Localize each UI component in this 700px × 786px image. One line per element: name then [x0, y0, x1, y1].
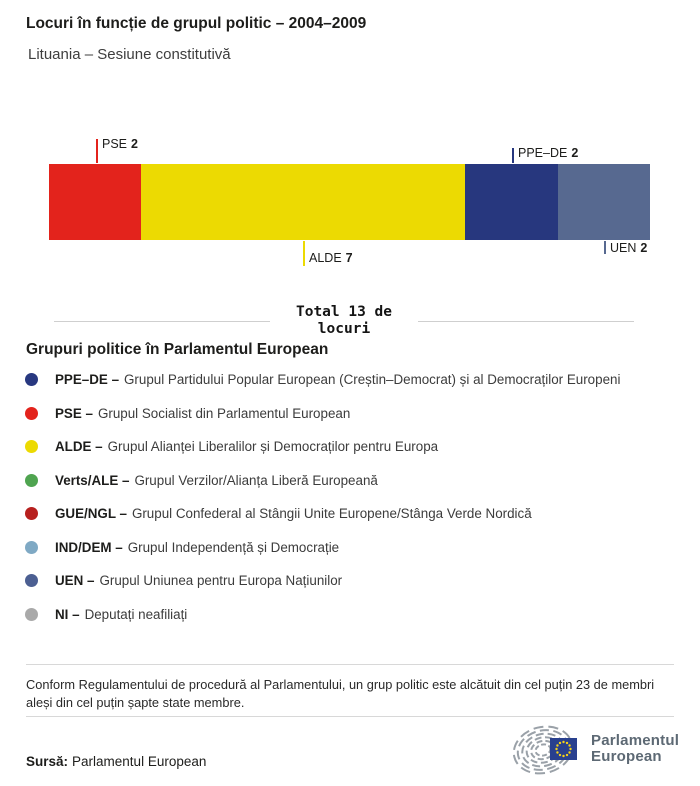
- footnote-divider-bottom: [26, 716, 674, 717]
- legend-dot-alde: [25, 440, 38, 453]
- european-parliament-logo: [513, 723, 679, 775]
- eu-flag-icon: [550, 738, 577, 760]
- tick-text-ppe-de: [518, 146, 578, 160]
- legend-group-abbr: ALDE –: [55, 439, 103, 455]
- legend-dot-ni: [25, 608, 38, 621]
- page-title: Locuri în funcție de grupul politic – 2004–2009: [26, 15, 367, 32]
- tick-group-name: ALDE: [309, 251, 342, 265]
- legend-item-uen: [25, 564, 690, 598]
- footnote-text: Conform Regulamentului de procedură al Parlamentului, un grup politic este alcătuit din cel puțin 23 de membri aleși din cel puțin șapte state membre.: [26, 677, 655, 710]
- bar-segment-PPE–DE[interactable]: [465, 164, 557, 240]
- divider-line-right: [418, 321, 634, 322]
- divider-line-left: [54, 321, 270, 322]
- legend-heading: Grupuri politice în Parlamentul European: [26, 341, 329, 358]
- legend-dot-gue-ngl: [25, 507, 38, 520]
- legend-group-abbr: NI –: [55, 606, 80, 622]
- total-seats-label: Total 13 de locuri: [295, 304, 393, 337]
- legend-group-desc: Grupul Uniunea pentru Europa Națiunilor: [99, 573, 343, 589]
- tick-text-pse: [102, 137, 138, 151]
- footnote-divider-top: [26, 664, 674, 665]
- logo-wordmark: [591, 733, 679, 766]
- tick-text-uen: [610, 241, 647, 255]
- hemicycle-icon: [513, 723, 585, 775]
- tick-text-alde: [309, 251, 353, 265]
- legend-group-desc: Grupul Socialist din Parlamentul European: [97, 405, 351, 421]
- bar-segment-UEN[interactable]: [558, 164, 650, 240]
- legend-group-desc: Grupul Independență și Democrație: [127, 539, 340, 555]
- legend-item-alde: [25, 430, 690, 464]
- legend-group-abbr: PSE –: [55, 405, 93, 421]
- stacked-bar: [49, 164, 650, 240]
- source-line: [26, 754, 206, 769]
- legend-dot-ind-dem: [25, 541, 38, 554]
- legend-item-ni: [25, 598, 690, 632]
- tick-line-uen: [604, 241, 606, 254]
- tick-group-name: UEN: [610, 241, 637, 255]
- legend-dot-uen: [25, 574, 38, 587]
- page-subtitle: Lituania – Sesiune constitutivă: [28, 46, 231, 63]
- legend-group-abbr: GUE/NGL –: [55, 506, 127, 522]
- source-value: Parlamentul European: [72, 754, 207, 769]
- legend-group-desc: Deputați neafiliați: [84, 606, 188, 622]
- source-label: Sursă:: [26, 754, 69, 769]
- tick-group-name: PSE: [102, 137, 128, 151]
- total-seats-divider: [54, 304, 634, 338]
- legend-item-ind-dem: [25, 531, 690, 565]
- tick-line-pse: [96, 139, 98, 163]
- bar-segment-ALDE[interactable]: [141, 164, 465, 240]
- tick-seat-count: 2: [131, 137, 138, 151]
- legend-group-desc: Grupul Verzilor/Alianța Liberă Europeană: [134, 472, 378, 488]
- logo-wordmark-line2: European: [591, 748, 662, 765]
- legend-group-desc: Grupul Confederal al Stângii Unite Europene/Stânga Verde Nordică: [131, 506, 532, 522]
- legend-item-pse: [25, 397, 690, 431]
- tick-line-ppe-de: [512, 148, 514, 163]
- logo-wordmark-line1: Parlamentul: [591, 731, 680, 749]
- legend-dot-pse: [25, 407, 38, 420]
- tick-seat-count: 2: [640, 241, 648, 255]
- legend-dot-ppe-de: [25, 373, 38, 386]
- legend-group-desc: Grupul Alianței Liberalilor și Democraților pentru Europa: [107, 439, 439, 455]
- legend-group-desc: Grupul Partidului Popular European (Creștin–Democrat) și al Democraților Europeni: [124, 372, 621, 388]
- tick-group-name: PPE–DE: [518, 146, 568, 160]
- tick-seat-count: 2: [571, 146, 579, 160]
- legend: [25, 363, 690, 631]
- legend-group-abbr: IND/DEM –: [55, 539, 123, 555]
- legend-group-abbr: PPE–DE –: [55, 372, 120, 388]
- legend-item-gue-ngl: [25, 497, 690, 531]
- tick-line-alde: [303, 241, 305, 266]
- tick-seat-count: 7: [345, 251, 353, 265]
- bar-segment-PSE[interactable]: [49, 164, 141, 240]
- legend-dot-verts-ale: [25, 474, 38, 487]
- legend-group-abbr: UEN –: [55, 573, 95, 589]
- legend-item-verts-ale: [25, 464, 690, 498]
- legend-group-abbr: Verts/ALE –: [55, 472, 130, 488]
- legend-item-ppe-de: [25, 363, 690, 397]
